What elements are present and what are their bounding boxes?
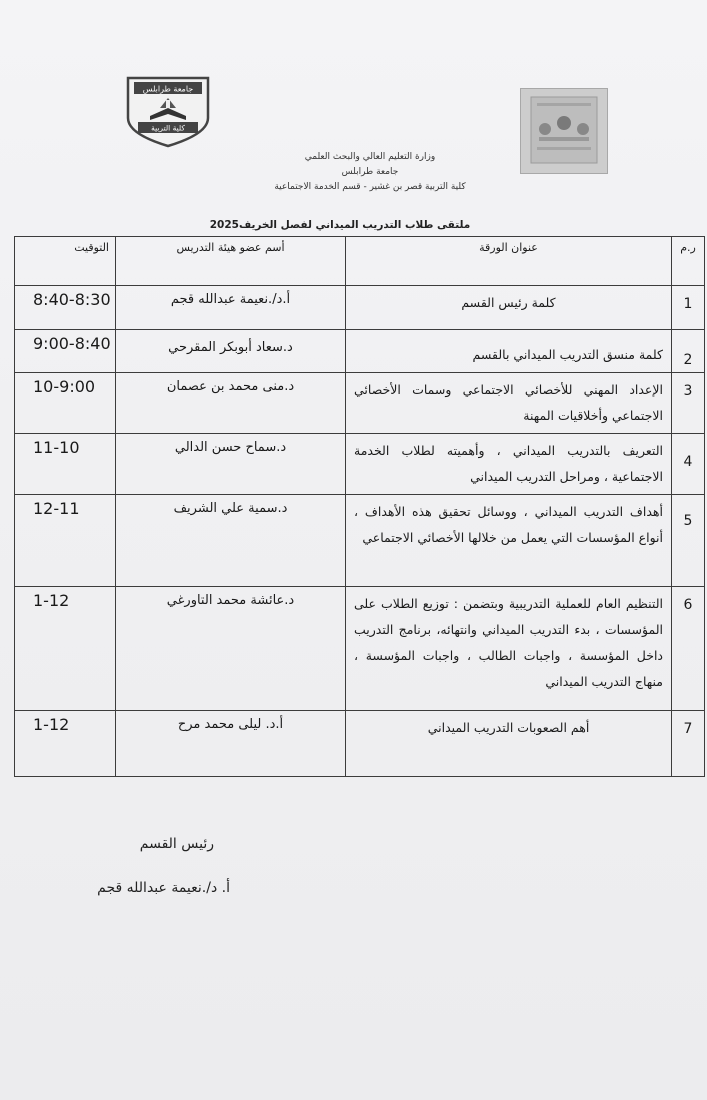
session-time: 8:40-8:30 bbox=[15, 286, 116, 330]
session-time: 10-9:00 bbox=[15, 373, 116, 434]
paper-title: الإعداد المهني للأخصائي الاجتماعي وسمات الأخصائي الاجتماعي وأخلاقيات المهنة bbox=[346, 373, 672, 434]
schedule-table bbox=[14, 236, 705, 777]
institution-header bbox=[240, 150, 500, 195]
table-row bbox=[15, 373, 705, 434]
row-number: 7 bbox=[672, 711, 705, 777]
row-number: 3 bbox=[672, 373, 705, 434]
row-number: 5 bbox=[672, 495, 705, 587]
header-no: ر.م bbox=[672, 237, 705, 286]
signature-name: أ. د/.نعيمة عبدالله قجم bbox=[97, 880, 230, 896]
logo-bottom-text: كلية التربية bbox=[151, 123, 185, 133]
table-header-row bbox=[15, 237, 705, 286]
table-row bbox=[15, 434, 705, 495]
department-emblem-icon bbox=[520, 88, 608, 174]
logo-top-text: جامعة طرابلس bbox=[142, 84, 194, 94]
header-title: عنوان الورقة bbox=[346, 237, 672, 286]
paper-title: التنظيم العام للعملية التدريبية وبتضمن : توزيع الطلاب على المؤسسات ، بدء التدريب الميداني وانتهائه، برنامج التدريب داخل المؤسسة ، واجبات الطالب ، واجبات المؤسسة ، منهاج التدريب الميداني bbox=[346, 587, 672, 711]
paper-title: التعريف بالتدريب الميداني ، وأهميته لطلاب الخدمة الاجتماعية ، ومراحل التدريب الميداني bbox=[346, 434, 672, 495]
session-time: 1-12 bbox=[15, 587, 116, 711]
faculty-member: د.عائشة محمد التاورغي bbox=[116, 587, 346, 711]
university-line: جامعة طرابلس bbox=[341, 167, 399, 177]
signature-role: رئيس القسم bbox=[139, 836, 214, 852]
faculty-member: د.سماح حسن الدالي bbox=[116, 434, 346, 495]
session-time: 1-12 bbox=[15, 711, 116, 777]
paper-title: كلمة منسق التدريب الميداني بالقسم bbox=[346, 330, 672, 373]
row-number: 2 bbox=[672, 330, 705, 373]
row-number: 1 bbox=[672, 286, 705, 330]
session-time: 12-11 bbox=[15, 495, 116, 587]
row-number: 6 bbox=[672, 587, 705, 711]
row-number: 4 bbox=[672, 434, 705, 495]
paper-title: كلمة رئيس القسم bbox=[346, 286, 672, 330]
faculty-member: د.سعاد أبوبكر المقرحي bbox=[116, 330, 346, 373]
signature-block bbox=[70, 822, 230, 910]
table-row bbox=[15, 330, 705, 373]
header-time: التوقيت bbox=[15, 237, 116, 286]
faculty-line: كلية التربية قصر بن غشير - قسم الخدمة الاجتماعية bbox=[274, 182, 466, 192]
header-member: أسم عضو هيئة التدريس bbox=[116, 237, 346, 286]
faculty-member: د.سمية علي الشريف bbox=[116, 495, 346, 587]
faculty-member: أ.د. ليلى محمد مرح bbox=[116, 711, 346, 777]
session-time: 9:00-8:40 bbox=[15, 330, 116, 373]
paper-title: أهم الصعوبات التدريب الميداني bbox=[346, 711, 672, 777]
faculty-member: د.منى محمد بن عصمان bbox=[116, 373, 346, 434]
ministry-line: وزارة التعليم العالي والبحث العلمي bbox=[304, 152, 436, 162]
table-row bbox=[15, 286, 705, 330]
table-row bbox=[15, 495, 705, 587]
document-title: ملتقى طلاب التدريب الميداني لفصل الخريف2025 bbox=[209, 219, 471, 231]
faculty-logo bbox=[120, 72, 216, 148]
table-row bbox=[15, 587, 705, 711]
session-time: 11-10 bbox=[15, 434, 116, 495]
table-row bbox=[15, 711, 705, 777]
faculty-member: أ.د/.نعيمة عبدالله قجم bbox=[116, 286, 346, 330]
paper-title: أهداف التدريب الميداني ، ووسائل تحقيق هذه الأهداف ، أنواع المؤسسات التي يعمل من خلالها الأخصائي الاجتماعي bbox=[346, 495, 672, 587]
